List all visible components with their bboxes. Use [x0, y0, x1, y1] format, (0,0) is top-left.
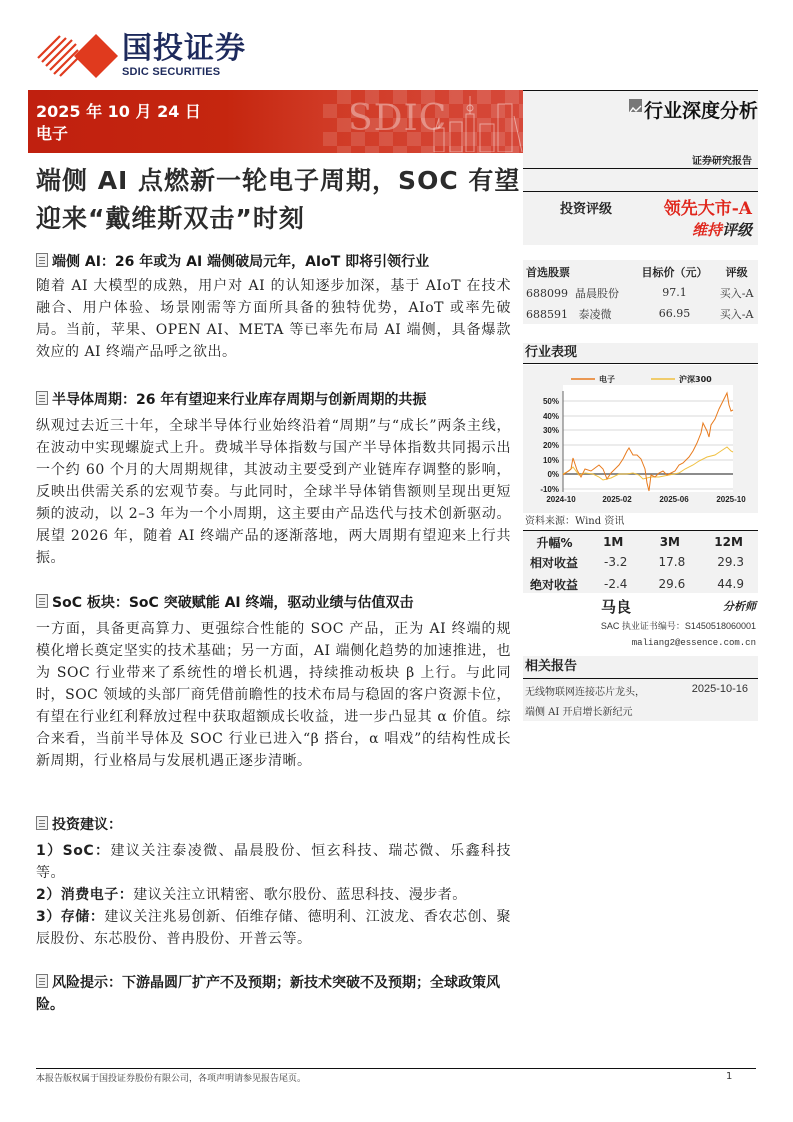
- legend-electronics: 电子: [599, 375, 615, 384]
- document-icon: [36, 391, 48, 405]
- document-icon: [36, 816, 48, 830]
- invest-item: 2）消费电子：建议关注立讯精密、歌尔股份、蓝思科技、漫步者。: [36, 887, 467, 903]
- rating-cell: 买入-A: [719, 286, 754, 300]
- risk-heading: 风险提示：下游晶圆厂扩产不及预期；新技术突破不及预期；全球政策风险。: [36, 975, 500, 1013]
- svg-text:0%: 0%: [547, 470, 559, 479]
- table-row: 绝对收益 -2.4 29.6 44.9: [529, 577, 744, 592]
- table-row: [523, 282, 758, 303]
- analyst-info: [523, 596, 758, 652]
- related-report-item[interactable]: 无线物联网连接芯片龙头， 端侧 AI 开启增长新纪元 2025-10-16: [523, 679, 758, 721]
- document-icon: [36, 253, 48, 267]
- returns-table: [523, 531, 758, 593]
- section-heading: 端侧 AI：26 年或为 AI 端侧破局元年，AIoT 即将引领行业: [36, 252, 429, 272]
- table-row: 相对收益 -3.2 17.8 29.3: [529, 555, 744, 570]
- divider: [523, 191, 758, 192]
- analyst-title: 分析师: [723, 600, 756, 613]
- target-cell: 66.95: [658, 307, 691, 320]
- footer-divider: [36, 1068, 756, 1069]
- stock-cell: 688591 泰凌微: [526, 307, 612, 321]
- analyst-email[interactable]: maliang2@essence.com.cn: [631, 638, 756, 648]
- target-cell: 97.1: [662, 286, 687, 299]
- col-header-change: 升幅%: [536, 535, 573, 550]
- stock-cell: 688099 晶晨股份: [526, 286, 619, 300]
- logo-chinese-name: 国投证券: [122, 31, 246, 66]
- legend-csi300: 沪深300: [679, 375, 712, 384]
- report-type: 行业深度分析: [629, 96, 758, 123]
- related-reports-heading: 相关报告: [523, 656, 758, 678]
- divider: [523, 168, 758, 169]
- col-header-rating: 评级: [725, 266, 748, 279]
- company-logo: [36, 32, 256, 80]
- section-body: 随着 AI 大模型的成熟，用户对 AI 的认知逐步加深，基于 AIoT 在技术融合、用户体验、场景刚需等方面所具备的独特优势，AIoT 或率先破局。当前，苹果、OPEN AI、META 等已率先布局 AI 端侧，具备爆款效应的 AI 终端产品呼之欲出。: [36, 278, 511, 360]
- page-number: 1: [726, 1071, 733, 1082]
- footer-disclaimer: 本报告版权属于国投证券股份有限公司，各项声明请参见报告尾页。: [36, 1074, 307, 1084]
- col-header-12m: 12M: [714, 535, 743, 549]
- svg-text:2025-02: 2025-02: [602, 495, 632, 504]
- document-icon: [36, 594, 48, 608]
- chart-source: 资料来源：Wind 资讯: [525, 516, 625, 527]
- section-body: 纵观过去近三十年，全球半导体行业始终沿着“周期”与“成长”两条主线，在波动中实现螺旋式上升。费城半导体指数与国产半导体指数共同揭示出一个约 60 个月的大周期规律，其波动主要受到产业链库存调整的影响，反映出供需关系的宏观节奏。与此同时，全球半导体销售额则呈现出更短频的波动，以 2–3 年为一个小周期，这主要由产品迭代与技术创新驱动。展望 2026 年，随着 AI 终端产品的逐渐落地，两大周期有望迎来上行共振。: [36, 418, 511, 566]
- col-header-3m: 3M: [659, 535, 680, 549]
- invest-item: 1）SoC：建议关注泰凌微、晶晨股份、恒玄科技、瑞芯微、乐鑫科技等。: [36, 843, 512, 881]
- svg-text:50%: 50%: [542, 397, 559, 406]
- col-header-target: 目标价（元）: [641, 266, 708, 279]
- svg-text:-10%: -10%: [540, 485, 559, 494]
- related-report-date: 2025-10-16: [691, 683, 748, 695]
- logo-english-name: SDIC SECURITIES: [122, 66, 221, 78]
- report-subtype: 证券研究报告: [692, 156, 752, 167]
- section-body: 一方面，具备更高算力、更强综合性能的 SOC 产品，正为 AI 终端的规模化增长奠定坚实的技术基础；另一方面，AI 端侧化趋势的加速推进，也为 SOC 行业带来了系统性的增长机遇，持续推动板块 β 上行。与此同时，SOC 领域的头部厂商凭借前瞻性的技术布局与稳固的客户资源卡位，有望在行业红利释放过程中获取超额成长收益，进一步凸显其 α 价值。综合来看，当前半导体及 SOC 行业已进入“β 搭台，α 唱戏”的结构性成长新周期，行业格局与发展机遇正逐步清晰。: [36, 621, 511, 769]
- analyst-name: 马良: [601, 598, 632, 616]
- rating-label: 投资评级: [560, 202, 613, 217]
- trend-chart-icon: [629, 99, 642, 112]
- col-header-1m: 1M: [603, 535, 624, 549]
- svg-text:10%: 10%: [542, 456, 559, 465]
- city-skyline-icon: [428, 94, 523, 152]
- invest-item: 3）存储：建议关注兆易创新、佰维存储、德明利、江波龙、香农芯创、聚辰股份、东芯股份、普冉股份、开普云等。: [36, 909, 511, 947]
- rating-value: 领先大市-A: [663, 199, 752, 219]
- report-date: 2025 年 10 月 24 日: [36, 102, 201, 121]
- rating-cell: 买入-A: [719, 307, 754, 321]
- invest-heading: 投资建议：: [36, 815, 122, 835]
- banner-watermark: SDIC: [348, 98, 448, 139]
- section-heading: 半导体周期：26 年有望迎来行业库存周期与创新周期的共振: [36, 390, 426, 410]
- line-chart: [523, 365, 758, 513]
- performance-chart: [523, 365, 758, 513]
- report-sector: 电子: [36, 124, 69, 143]
- analyst-sac-number: SAC 执业证书编号：S1450518060001: [600, 621, 756, 631]
- col-header-stock: 首选股票: [526, 266, 570, 279]
- divider: [523, 363, 758, 364]
- divider: [523, 90, 758, 91]
- report-title: 端侧 AI 点燃新一轮电子周期，SOC 有望迎来“戴维斯双击”时刻: [36, 166, 521, 233]
- table-row: [523, 303, 758, 324]
- svg-text:2025-06: 2025-06: [659, 495, 689, 504]
- svg-text:2025-10: 2025-10: [716, 495, 746, 504]
- sdic-logo-icon: [36, 34, 118, 78]
- header-banner: [28, 90, 523, 153]
- stock-picks-table: [523, 260, 758, 324]
- svg-text:40%: 40%: [542, 412, 559, 421]
- svg-text:20%: 20%: [542, 441, 559, 450]
- document-icon: [36, 974, 48, 988]
- svg-text:30%: 30%: [542, 426, 559, 435]
- svg-text:2024-10: 2024-10: [546, 495, 576, 504]
- section-heading: SoC 板块：SoC 突破赋能 AI 终端，驱动业绩与估值双击: [36, 593, 414, 613]
- rating-maintain: 维持评级: [691, 221, 752, 239]
- performance-heading: 行业表现: [523, 343, 758, 363]
